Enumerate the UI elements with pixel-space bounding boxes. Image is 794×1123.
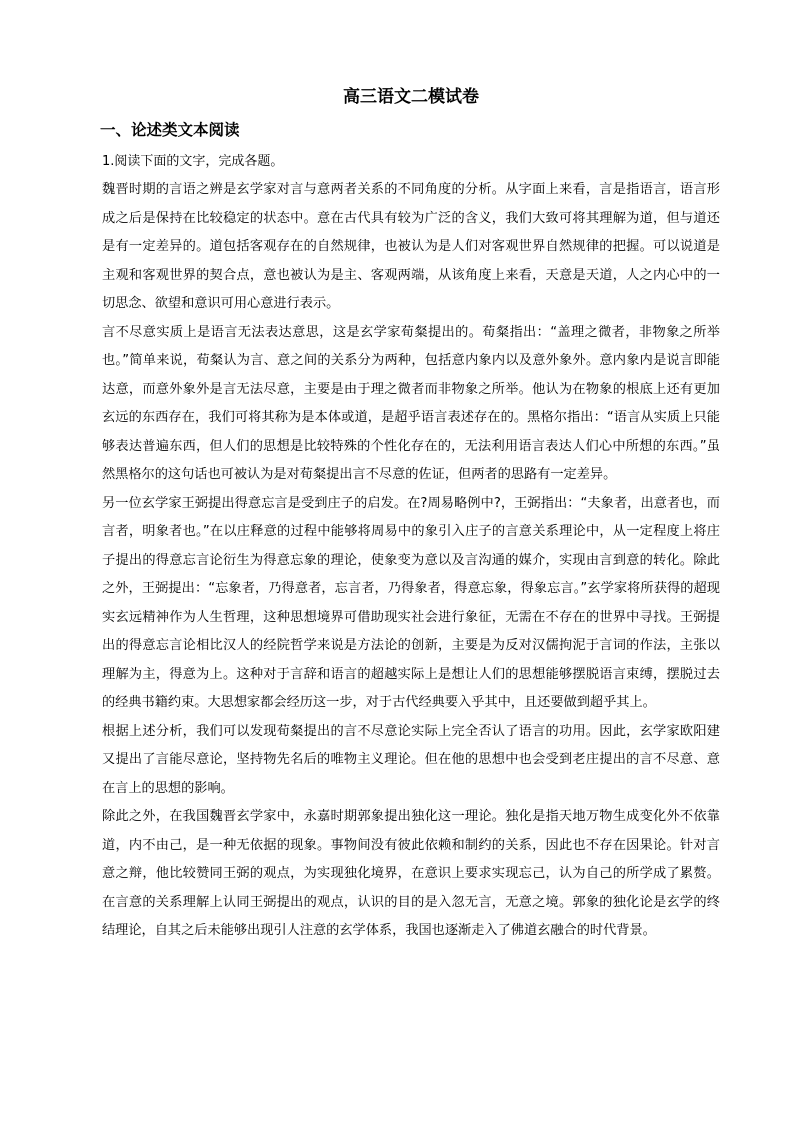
paragraph-4: 根据上述分析，我们可以发现荀粲提出的言不尽意论实际上完全否认了语言的功用。因此，玄学家欧阳建又提出了言能尽意论，坚持物先名后的唯物主义理论。但在他的思想中也会受到老庄提出的言不尽意、意在言上的思想的影响。 — [102, 723, 720, 796]
section-heading: 一、论述类文本阅读 — [100, 121, 240, 139]
document-title: 高三语文二模试卷 — [343, 87, 479, 107]
paragraph-5: 除此之外，在我国魏晋玄学家中，永嘉时期郭象提出独化这一理论。独化是指天地万物生成变化外不依靠道，内不由己，是一种无依据的现象。事物间没有彼此依赖和制约的关系，因此也不存在因果论。针对言意之辩，他比较赞同王弼的观点，为实现独化境界，在意识上要求实现忘己，认为自己的所学成了累赘。在言意的关系理解上认同王弼提出的观点，认识的目的是入忽无言，无意之境。郭象的独化论是玄学的终结理论，自其之后未能够出现引人注意的玄学体系，我国也逐渐走入了佛道玄融合的时代背景。 — [102, 809, 720, 938]
paragraph-2: 言不尽意实质上是语言无法表达意思，这是玄学家荀粲提出的。荀粲指出：“盖理之微者，非物象之所举也。”简单来说，荀粲认为言、意之间的关系分为两种，包括意内象内以及意外象外。意内象内是说言即能达意，而意外象外是言无法尽意，主要是由于理之微者而非物象之所举。他认为在物象的根底上还有更加玄远的东西存在，我们可将其称为是本体或道，是超乎语言表述存在的。黑格尔指出：“语言从实质上只能够表达普遍东西，但人们的思想是比较特殊的个性化存在的，无法利用语言表达人们心中所想的东西。”虽然黑格尔的这句话也可被认为是对荀粲提出言不尽意的佐证，但两者的思路有一定差异。 — [102, 324, 720, 482]
question-intro: 1.阅读下面的文字，完成各题。 — [102, 154, 284, 169]
paragraph-1: 魏晋时期的言语之辨是玄学家对言与意两者关系的不同角度的分析。从字面上来看，言是指语言，语言形成之后是保持在比较稳定的状态中。意在古代具有较为广泛的含义，我们大致可将其理解为道，但与道还是有一定差异的。道包括客观存在的自然规律，也被认为是人们对客观世界自然规律的把握。可以说道是主观和客观世界的契合点，意也被认为是主、客观两端，从该角度上来看，天意是天道，人之内心中的一切思念、欲望和意识可用心意进行表示。 — [102, 182, 720, 311]
document-page — [102, 84, 720, 946]
paragraph-3: 另一位玄学家王弼提出得意忘言是受到庄子的启发。在?周易略例中?，王弼指出：“夫象者，出意者也，而言者，明象者也。”在以庄释意的过程中能够将周易中的象引入庄子的言意关系理论中，从一定程度上将庄子提出的得意忘言论衍生为得意忘象的理论，使象变为意以及言沟通的媒介，实现由言到意的转化。除此之外，王弼提出：“忘象者，乃得意者，忘言者，乃得象者，得意忘象，得象忘言。”玄学家将所获得的超现实玄远精神作为人生哲理，这种思想境界可借助现实社会进行象征，无需在不存在的世界中寻找。王弼提出的得意忘言论相比汉人的经院哲学来说是方法论的创新，主要是为反对汉儒拘泥于言词的作法，主张以理解为主，得意为上。这种对于言辞和语言的超越实际上是想让人们的思想能够摆脱语言束缚，摆脱过去的经典书籍约束。大思想家都会经历这一步，对于古代经典要入乎其中，且还要做到超乎其上。 — [102, 495, 720, 710]
